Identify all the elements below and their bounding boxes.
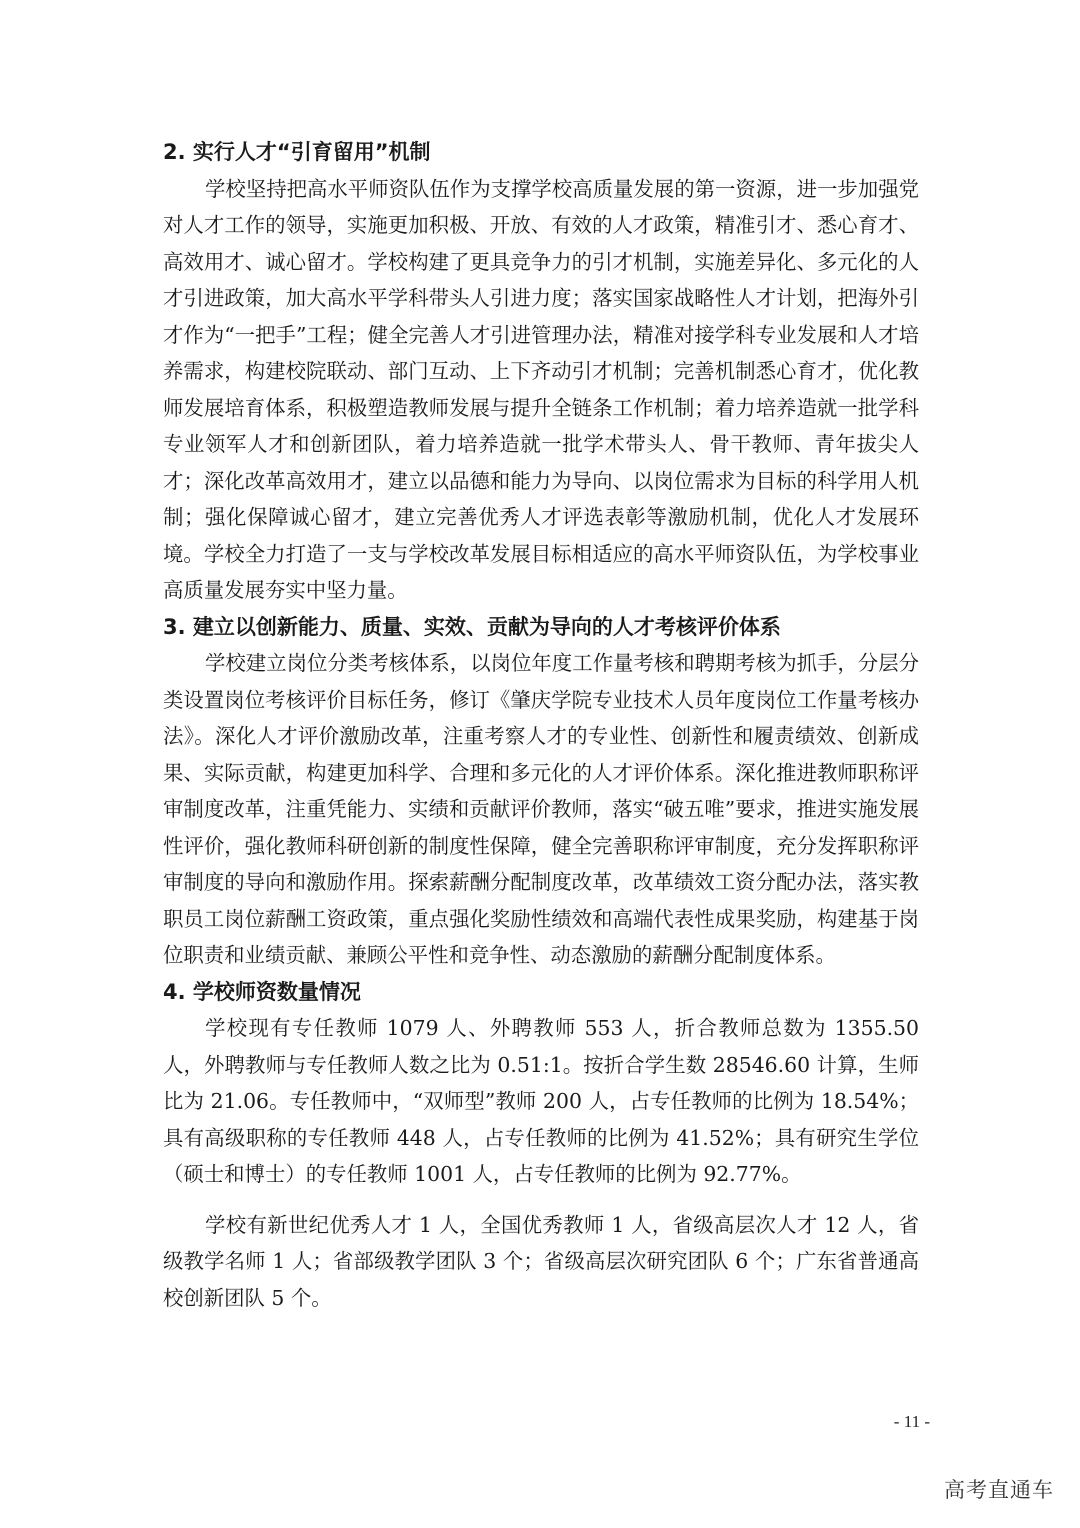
section-heading-faculty-numbers: 4. 学校师资数量情况 xyxy=(163,979,361,1004)
paragraph-talent-awards: 学校有新世纪优秀人才 1 人，全国优秀教师 1 人，省级高层次人才 12 人，省级教学名师 1 人；省部级教学团队 3 个；省级高层次研究团队 6 个；广东省普通高校创新团队 5 个。 xyxy=(163,1212,919,1310)
watermark-text: 高考直通车 xyxy=(944,1478,1054,1502)
paragraph-evaluation-system: 学校建立岗位分类考核体系，以岗位年度工作量考核和聘期考核为抓手，分层分类设置岗位考核评价目标任务，修订《肇庆学院专业技术人员年度岗位工作量考核办法》。深化人才评价激励改革，注重考察人才的专业性、创新性和履责绩效、创新成果、实际贡献，构建更加科学、合理和多元化的人才评价体系。深化推进教师职称评审制度改革，注重凭能力、实绩和贡献评价教师，落实“破五唯”要求，推进实施发展性评价，强化教师科研创新的制度性保障，健全完善职称评审制度，充分发挥职称评审制度的导向和激励作用。探索薪酬分配制度改革，改革绩效工资分配办法，落实教职员工岗位薪酬工资政策，重点强化奖励性绩效和高端代表性成果奖励，构建基于岗位职责和业绩贡献、兼顾公平性和竞争性、动态激励的薪酬分配制度体系。 xyxy=(163,651,919,967)
page-number: - 11 - xyxy=(893,1412,930,1431)
paragraph-faculty-numbers: 学校现有专任教师 1079 人、外聘教师 553 人，折合教师总数为 1355.50 人，外聘教师与专任教师人数之比为 0.51:1。按折合学生数 28546.60 计算，生师比为 21.06。专任教师中，“双师型”教师 200 人，占专任教师的比例为 18.54%；具有高级职称的专任教师 448 人，占专任教师的比例为 41.52%；具有研究生学位（硕士和博士）的专任教师 1001 人，占专任教师的比例为 92.77%。 xyxy=(163,1016,919,1186)
section-heading-evaluation-system: 3. 建立以创新能力、质量、实效、贡献为导向的人才考核评价体系 xyxy=(163,614,781,639)
page-content xyxy=(163,134,919,1316)
section-heading-talent-mechanism: 2. 实行人才“引育留用”机制 xyxy=(163,140,431,164)
paragraph-talent-mechanism: 学校坚持把高水平师资队伍作为支撑学校高质量发展的第一资源，进一步加强党对人才工作的领导，实施更加积极、开放、有效的人才政策，精准引才、悉心育才、高效用才、诚心留才。学校构建了更具竞争力的引才机制，实施差异化、多元化的人才引进政策，加大高水平学科带头人引进力度；落实国家战略性人才计划，把海外引才作为“一把手”工程；健全完善人才引进管理办法，精准对接学科专业发展和人才培养需求，构建校院联动、部门互动、上下齐动引才机制；完善机制悉心育才，优化教师发展培育体系，积极塑造教师发展与提升全链条工作机制；着力培养造就一批学科专业领军人才和创新团队，着力培养造就一批学术带头人、骨干教师、青年拔尖人才；深化改革高效用才，建立以品德和能力为导向、以岗位需求为目标的科学用人机制；强化保障诚心留才，建立完善优秀人才评选表彰等激励机制，优化人才发展环境。学校全力打造了一支与学校改革发展目标相适应的高水平师资队伍，为学校事业高质量发展夯实中坚力量。 xyxy=(163,176,919,602)
